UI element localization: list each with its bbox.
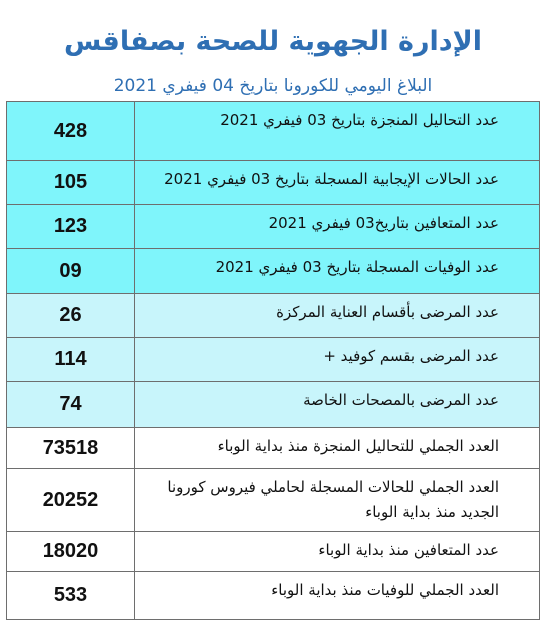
table-row (7, 572, 540, 620)
table-row (7, 294, 540, 338)
row-value: 428 (7, 102, 135, 161)
row-label: عدد الحالات الإيجابية المسجلة بتاريخ 03 فيفري 2021 (135, 161, 540, 205)
row-value: 114 (7, 338, 135, 382)
table-row (7, 382, 540, 428)
row-label: عدد المرضى بقسم كوفيد + (135, 338, 540, 382)
row-label: العدد الجملي للحالات المسجلة لحاملي فيروس كورونا الجديد منذ بداية الوباء (135, 469, 540, 532)
table-row (7, 205, 540, 249)
row-value: 123 (7, 205, 135, 249)
row-label: عدد المتعافين بتاريخ03 فيفري 2021 (135, 205, 540, 249)
row-value: 74 (7, 382, 135, 428)
table-row (7, 249, 540, 294)
row-label: العدد الجملي للوفيات منذ بداية الوباء (135, 572, 540, 620)
row-value: 73518 (7, 428, 135, 469)
table-row (7, 428, 540, 469)
table-row (7, 469, 540, 532)
row-label: عدد التحاليل المنجزة بتاريخ 03 فيفري 2021 (135, 102, 540, 161)
row-label: عدد الوفيات المسجلة بتاريخ 03 فيفري 2021 (135, 249, 540, 294)
statistics-table (6, 101, 540, 620)
row-value: 26 (7, 294, 135, 338)
table-row (7, 161, 540, 205)
row-label: العدد الجملي للتحاليل المنجزة منذ بداية الوباء (135, 428, 540, 469)
table-row (7, 102, 540, 161)
row-value: 09 (7, 249, 135, 294)
page-subtitle: البلاغ اليومي للكورونا بتاريخ 04 فيفري 2021 (113, 76, 433, 96)
row-value: 105 (7, 161, 135, 205)
row-label: عدد المرضى بأقسام العناية المركزة (135, 294, 540, 338)
row-label: عدد المرضى بالمصحات الخاصة (135, 382, 540, 428)
row-value: 18020 (7, 532, 135, 572)
row-value: 20252 (7, 469, 135, 532)
row-value: 533 (7, 572, 135, 620)
table-row (7, 338, 540, 382)
table-row (7, 532, 540, 572)
page-title: الإدارة الجهوية للصحة بصفاقس (63, 26, 483, 57)
row-label: عدد المتعافين منذ بداية الوباء (135, 532, 540, 572)
